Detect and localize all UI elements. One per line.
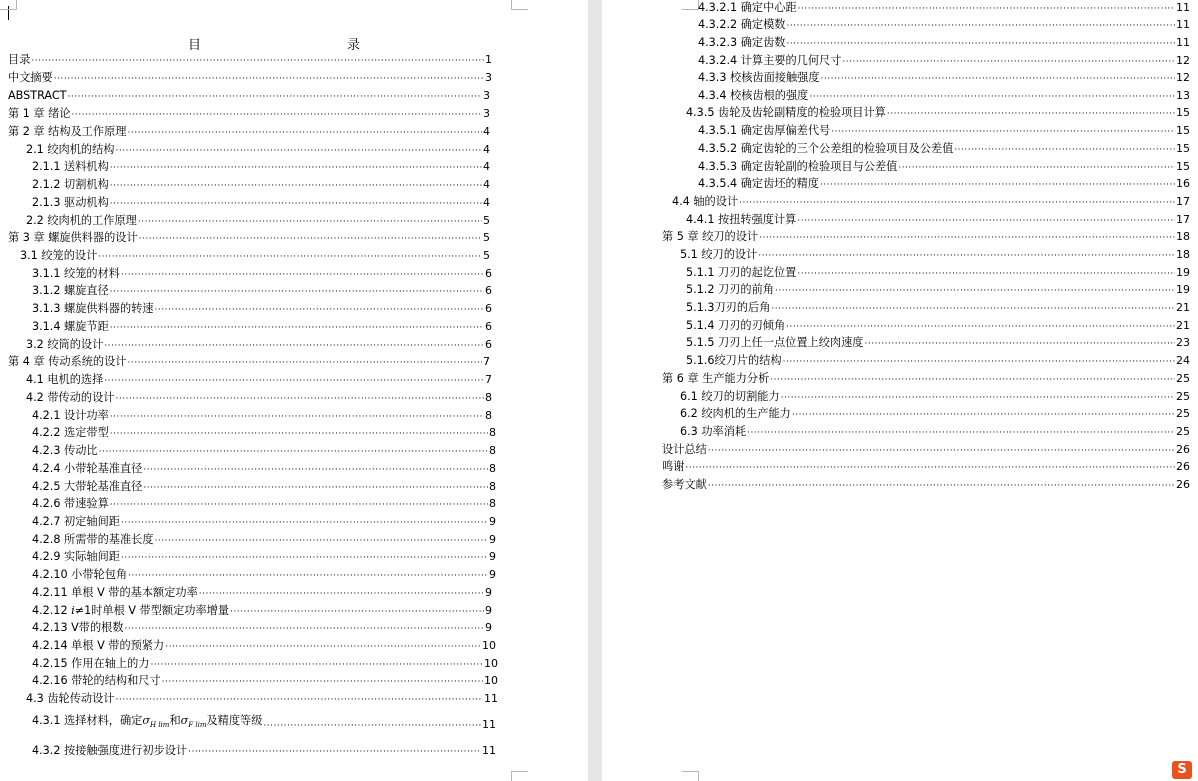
toc-leader-dots [104, 374, 484, 388]
toc-entry-label: 6.1 绞刀的切割能力 [680, 390, 780, 403]
toc-entry[interactable] [32, 673, 498, 689]
toc-page-number: 6 [485, 267, 492, 280]
toc-page-number: 25 [1176, 372, 1190, 385]
toc-entry[interactable] [698, 70, 1190, 86]
toc-entry-label: 4.3.2.2 确定模数 [698, 18, 786, 31]
toc-entry-label: 4.2.11 单根 V 带的基本额定功率 [32, 586, 198, 599]
toc-leader-dots [68, 90, 483, 104]
toc-leader-dots [898, 161, 1175, 175]
toc-entry-label: 5.1.1 刀刃的起讫位置 [686, 266, 797, 279]
toc-entry-label: 4.2.14 单根 V 带的预紧力 [32, 639, 165, 652]
toc-entry[interactable] [686, 105, 1190, 121]
toc-page-number: 7 [483, 355, 490, 368]
toc-leader-dots [783, 355, 1175, 369]
toc-entry-label: 中文摘要 [8, 71, 53, 84]
toc-entry-label: 4.3.5.1 确定齿厚偏差代号 [698, 124, 831, 137]
toc-leader-dots [747, 426, 1175, 440]
toc-page-number: 25 [1176, 425, 1190, 438]
toc-entry[interactable] [698, 159, 1190, 175]
toc-page-number: 8 [489, 480, 496, 493]
toc-page-number: 15 [1176, 124, 1190, 137]
toc-leader-dots [104, 339, 484, 353]
toc-entry[interactable] [32, 301, 492, 317]
toc-entry-label: 4.3.2.4 计算主要的几何尺寸 [698, 54, 842, 67]
toc-page-number: 11 [482, 744, 496, 757]
toc-entry[interactable] [662, 229, 1190, 245]
toc-entry-label: 参考文献 [662, 478, 707, 491]
toc-entry[interactable] [698, 53, 1190, 69]
toc-entry[interactable] [32, 532, 496, 548]
toc-entry[interactable] [26, 337, 492, 353]
crop-mark [682, 0, 699, 10]
document-page-right [602, 0, 1198, 781]
toc-entry[interactable] [686, 282, 1190, 298]
toc-leader-dots [831, 125, 1175, 139]
toc-page-number: 21 [1176, 319, 1190, 332]
toc-entry[interactable] [32, 743, 496, 759]
toc-page-number: 16 [1176, 177, 1190, 190]
toc-leader-dots [820, 178, 1175, 192]
toc-entry-label: 4.3.5.3 确定齿轮副的检验项目与公差值 [698, 160, 898, 173]
toc-leader-dots [125, 622, 484, 636]
toc-leader-dots [121, 551, 488, 565]
toc-entry-label: 4.3.4 校核齿根的强度 [698, 89, 809, 102]
toc-leader-dots [110, 410, 484, 424]
toc-entry[interactable] [32, 408, 492, 424]
toc-leader-dots [864, 337, 1175, 351]
toc-entry-label: 6.2 绞肉机的生产能力 [680, 407, 791, 420]
toc-entry-label: 3.1.4 螺旋节距 [32, 320, 109, 333]
page-gutter [588, 0, 602, 781]
toc-leader-dots [797, 214, 1175, 228]
toc-page-number: 4 [483, 160, 490, 173]
toc-page-number: 8 [489, 462, 496, 475]
toc-entry-label: 鸣谢 [662, 460, 685, 473]
toc-leader-dots [138, 215, 482, 229]
toc-entry-label: 5.1 绞刀的设计 [680, 248, 758, 261]
crop-mark [0, 0, 17, 10]
toc-entry-label: 3.1.1 绞笼的材料 [32, 267, 120, 280]
toc-entry[interactable] [8, 106, 490, 122]
toc-entry[interactable] [32, 266, 492, 282]
toc-page-number: 21 [1176, 301, 1190, 314]
toc-entry[interactable] [686, 265, 1190, 281]
toc-entry[interactable] [698, 88, 1190, 104]
toc-leader-dots [110, 321, 484, 335]
toc-page-number: 6 [485, 338, 492, 351]
toc-leader-dots [150, 658, 483, 672]
toc-entry-label: 4.3.3 校核齿面接触强度 [698, 71, 820, 84]
toc-entry-label: 3.1 绞笼的设计 [20, 249, 98, 262]
toc-entry-label: 6.3 功率消耗 [680, 425, 747, 438]
toc-page-number: 3 [483, 89, 490, 102]
toc-leader-dots [770, 373, 1175, 387]
toc-entry-label: 3.2 绞筒的设计 [26, 338, 104, 351]
toc-leader-dots [139, 232, 482, 246]
toc-leader-dots [110, 197, 482, 211]
toc-entry-label: 4.2.3 传动比 [32, 444, 98, 457]
toc-entry[interactable] [32, 195, 490, 211]
toc-entry-label: 第 4 章 传动系统的设计 [8, 355, 127, 368]
toc-page-number: 4 [483, 196, 490, 209]
toc-entry-label: 第 1 章 绪论 [8, 107, 71, 120]
toc-entry[interactable] [662, 442, 1190, 458]
toc-page-number: 17 [1176, 213, 1190, 226]
toc-entry-label: 4.2.13 V带的根数 [32, 621, 124, 634]
toc-leader-dots [230, 605, 484, 619]
toc-page-number: 9 [489, 550, 496, 563]
toc-leader-dots [821, 72, 1175, 86]
toc-entry[interactable] [26, 142, 490, 158]
toc-entry[interactable] [686, 300, 1190, 316]
toc-leader-dots [739, 196, 1175, 210]
toc-entry-label: 4.2.6 带速验算 [32, 497, 109, 510]
toc-page-number: 9 [485, 586, 492, 599]
toc-leader-dots [842, 55, 1175, 69]
toc-page-number: 10 [482, 639, 496, 652]
toc-entry[interactable] [662, 459, 1190, 475]
toc-page-number: 8 [489, 426, 496, 439]
toc-leader-dots [775, 284, 1175, 298]
toc-page-number: 4 [483, 143, 490, 156]
toc-page-number: 8 [485, 409, 492, 422]
toc-entry[interactable] [698, 17, 1190, 33]
toc-entry[interactable] [32, 567, 496, 583]
toc-leader-dots [708, 444, 1175, 458]
toc-entry[interactable] [672, 194, 1190, 210]
toc-entry[interactable] [26, 691, 498, 707]
toc-entry-label: 4.2.10 小带轮包角 [32, 568, 128, 581]
toc-entry-label: 4.3.1 选择材料，确定$\sigma_{H lim}$和$\sigma_{F lim}$及精度等级 [32, 714, 263, 729]
toc-page-number: 6 [485, 320, 492, 333]
toc-page-number: 3 [483, 107, 490, 120]
toc-entry-label: 第 2 章 结构及工作原理 [8, 125, 127, 138]
toc-leader-dots [165, 640, 481, 654]
toc-entry[interactable] [32, 656, 498, 672]
toc-page-number: 25 [1176, 407, 1190, 420]
toc-leader-dots [98, 250, 482, 264]
toc-entry[interactable] [8, 124, 490, 140]
toc-title: 目 录 [187, 38, 400, 53]
toc-entry[interactable] [8, 70, 492, 86]
toc-leader-dots [781, 391, 1175, 405]
toc-leader-dots [115, 144, 482, 158]
toc-page-number: 17 [1176, 195, 1190, 208]
toc-entry-label: 4.2.7 初定轴间距 [32, 515, 120, 528]
toc-leader-dots [110, 427, 488, 441]
toc-entry-label: 2.1.1 送料机构 [32, 160, 109, 173]
toc-entry-label: 第 5 章 绞刀的设计 [662, 230, 759, 243]
toc-entry-label: 4.3.5.4 确定齿坯的精度 [698, 177, 820, 190]
toc-page-number: 15 [1176, 106, 1190, 119]
toc-entry-label: 4.1 电机的选择 [26, 373, 104, 386]
toc-leader-dots [115, 392, 484, 406]
toc-page-number: 12 [1176, 71, 1190, 84]
toc-leader-dots [188, 745, 481, 759]
toc-entry-label: 4.3.2 按接触强度进行初步设计 [32, 744, 188, 757]
toc-page-number: 5 [483, 231, 490, 244]
toc-leader-dots [759, 231, 1175, 245]
toc-entry-label: 5.1.3刀刃的后角 [686, 301, 771, 314]
toc-entry[interactable] [26, 390, 492, 406]
toc-entry-label: 5.1.5 刀刃上任一点位置上绞肉速度 [686, 336, 864, 349]
toc-entry-label: 第 6 章 生产能力分析 [662, 372, 770, 385]
toc-entry-label: 4.2.9 实际轴间距 [32, 550, 120, 563]
toc-entry-label: 5.1.4 刀刃的刃倾角 [686, 319, 786, 332]
toc-leader-dots [786, 320, 1175, 334]
toc-page-number: 6 [485, 302, 492, 315]
toc-entry[interactable] [686, 318, 1190, 334]
toc-page-number: 4 [483, 125, 490, 138]
toc-leader-dots [786, 37, 1175, 51]
toc-page-number: 25 [1176, 390, 1190, 403]
toc-leader-dots [110, 285, 484, 299]
toc-entry[interactable] [26, 213, 490, 229]
toc-entry[interactable] [32, 603, 492, 619]
toc-page-number: 11 [482, 718, 496, 731]
toc-entry-label: 3.1.2 螺旋直径 [32, 284, 109, 297]
toc-entry[interactable] [680, 406, 1190, 422]
toc-entry[interactable] [32, 425, 496, 441]
toc-entry-label: 2.1.2 切割机构 [32, 178, 109, 191]
toc-entry[interactable] [32, 620, 492, 636]
toc-entry-label: 2.1 绞肉机的结构 [26, 143, 115, 156]
toc-leader-dots [143, 481, 488, 495]
toc-leader-dots [771, 302, 1175, 316]
toc-entry-label: 4.3.5 齿轮及齿轮副精度的检验项目计算 [686, 106, 886, 119]
toc-entry[interactable] [8, 230, 490, 246]
toc-page-number: 19 [1176, 283, 1190, 296]
toc-leader-dots [685, 461, 1175, 475]
crop-mark [511, 771, 528, 781]
toc-leader-dots [155, 303, 484, 317]
toc-page-number: 18 [1176, 248, 1190, 261]
toc-page-number: 10 [484, 674, 498, 687]
toc-leader-dots [798, 2, 1175, 16]
toc-leader-dots [110, 161, 482, 175]
toc-page-number: 8 [489, 497, 496, 510]
toc-leader-dots [797, 267, 1175, 281]
toc-page-number: 26 [1176, 443, 1190, 456]
toc-entry[interactable] [32, 443, 496, 459]
toc-page-number: 8 [489, 444, 496, 457]
toc-entry[interactable] [680, 389, 1190, 405]
toc-leader-dots [162, 675, 483, 689]
toc-entry[interactable] [8, 88, 490, 104]
toc-leader-dots [786, 19, 1175, 33]
toc-page-number: 3 [485, 71, 492, 84]
toc-entry-label: 3.1.3 螺旋供料器的转速 [32, 302, 154, 315]
toc-page-number: 9 [489, 568, 496, 581]
toc-leader-dots [121, 516, 488, 530]
toc-page-number: 11 [1176, 1, 1190, 14]
toc-entry-label: 第 3 章 螺旋供料器的设计 [8, 231, 138, 244]
toc-entry-label: 4.2 带传动的设计 [26, 391, 115, 404]
toc-entry[interactable] [8, 52, 492, 68]
toc-entry-label: 5.1.6绞刀片的结构 [686, 354, 782, 367]
toc-page-number: 10 [484, 657, 498, 670]
toc-page-number: 11 [1176, 36, 1190, 49]
toc-entry[interactable] [680, 424, 1190, 440]
crop-mark [511, 0, 528, 10]
toc-entry[interactable] [32, 461, 496, 477]
toc-entry[interactable] [662, 477, 1190, 493]
toc-entry[interactable] [32, 283, 492, 299]
toc-entry[interactable] [20, 248, 490, 264]
toc-entry-label: 目录 [8, 53, 31, 66]
crop-mark [682, 771, 699, 781]
toc-leader-dots [263, 719, 481, 733]
toc-entry-label: 4.2.1 设计功率 [32, 409, 109, 422]
toc-entry[interactable] [680, 247, 1190, 263]
toc-entry[interactable] [686, 212, 1190, 228]
toc-page-number: 5 [483, 214, 490, 227]
toc-page-number: 11 [484, 692, 498, 705]
toc-page-number: 12 [1176, 54, 1190, 67]
toc-page-number: 23 [1176, 336, 1190, 349]
toc-leader-dots [128, 569, 488, 583]
toc-leader-dots [792, 408, 1175, 422]
toc-entry[interactable] [698, 176, 1190, 192]
toc-page-number: 1 [485, 53, 492, 66]
toc-leader-dots [54, 72, 484, 86]
toc-entry[interactable] [32, 479, 496, 495]
toc-entry-label: 2.1.3 驱动机构 [32, 196, 109, 209]
toc-entry[interactable] [698, 123, 1190, 139]
toc-entry[interactable] [698, 0, 1190, 16]
toc-entry-label: 5.1.2 刀刃的前角 [686, 283, 774, 296]
toc-page-number: 9 [489, 515, 496, 528]
toc-entry[interactable] [32, 549, 496, 565]
toc-page-number: 5 [483, 249, 490, 262]
toc-page-number: 15 [1176, 160, 1190, 173]
toc-entry-label: 4.4 轴的设计 [672, 195, 739, 208]
toc-entry[interactable] [686, 335, 1190, 351]
toc-page-number: 8 [485, 391, 492, 404]
toc-page-number: 4 [483, 178, 490, 191]
toc-page-number: 7 [485, 373, 492, 386]
toc-entry-label: 4.3 齿轮传动设计 [26, 692, 115, 705]
toc-entry[interactable] [32, 159, 490, 175]
toc-page-number: 26 [1176, 478, 1190, 491]
toc-leader-dots [954, 143, 1175, 157]
toc-entry[interactable] [32, 514, 496, 530]
toc-entry-label: 4.2.15 作用在轴上的力 [32, 657, 150, 670]
toc-page-number: 13 [1176, 89, 1190, 102]
toc-page-number: 9 [485, 604, 492, 617]
toc-leader-dots [31, 54, 484, 68]
toc-entry-label: 4.2.8 所需带的基准长度 [32, 533, 154, 546]
toc-page-number: 18 [1176, 230, 1190, 243]
toc-entry[interactable] [32, 319, 492, 335]
toc-entry-label: 4.2.16 带轮的结构和尺寸 [32, 674, 161, 687]
toc-entry-label: 4.3.2.3 确定齿数 [698, 36, 786, 49]
toc-leader-dots [110, 498, 488, 512]
toc-page-number: 19 [1176, 266, 1190, 279]
toc-page-number: 6 [485, 284, 492, 297]
toc-entry-label: 4.3.2.1 确定中心距 [698, 1, 797, 14]
toc-entry[interactable] [698, 35, 1190, 51]
toc-leader-dots [127, 126, 482, 140]
toc-entry-label: 4.2.5 大带轮基准直径 [32, 480, 143, 493]
toc-entry[interactable] [662, 371, 1190, 387]
toc-entry[interactable] [32, 714, 496, 733]
toc-leader-dots [121, 268, 484, 282]
brand-logo-icon: S [1172, 761, 1192, 779]
toc-entry[interactable] [26, 372, 492, 388]
toc-entry[interactable] [8, 354, 490, 370]
toc-leader-dots [708, 479, 1175, 493]
toc-entry-label: 4.2.2 选定带型 [32, 426, 109, 439]
toc-page-number: 15 [1176, 142, 1190, 155]
toc-leader-dots [115, 693, 483, 707]
toc-entry[interactable] [32, 638, 496, 654]
toc-leader-dots [127, 356, 482, 370]
toc-entry-label: 2.2 绞肉机的工作原理 [26, 214, 137, 227]
toc-entry-label: 设计总结 [662, 443, 707, 456]
toc-leader-dots [887, 107, 1175, 121]
toc-entry-label: 4.3.5.2 确定齿轮的三个公差组的检验项目及公差值 [698, 142, 954, 155]
toc-entry[interactable] [698, 141, 1190, 157]
toc-leader-dots [110, 179, 482, 193]
toc-entry[interactable] [32, 177, 490, 193]
toc-page-number: 9 [485, 621, 492, 634]
toc-entry-label: 4.2.12 i≠1时单根 V 带型额定功率增量 [32, 604, 230, 617]
toc-page-number: 26 [1176, 460, 1190, 473]
toc-leader-dots [758, 249, 1175, 263]
toc-page-number: 9 [489, 533, 496, 546]
toc-leader-dots [155, 534, 488, 548]
document-page-left [0, 0, 588, 781]
toc-leader-dots [99, 445, 488, 459]
toc-entry-label: ABSTRACT [8, 89, 67, 102]
toc-leader-dots [72, 108, 482, 122]
toc-entry[interactable] [32, 585, 492, 601]
toc-entry[interactable] [686, 353, 1190, 369]
toc-leader-dots [809, 90, 1175, 104]
toc-entry[interactable] [32, 496, 496, 512]
toc-page-number: 24 [1176, 354, 1190, 367]
toc-entry-label: 4.4.1 按扭转强度计算 [686, 213, 797, 226]
toc-leader-dots [199, 587, 484, 601]
toc-page-number: 11 [1176, 18, 1190, 31]
toc-leader-dots [143, 463, 488, 477]
toc-entry-label: 4.2.4 小带轮基准直径 [32, 462, 143, 475]
